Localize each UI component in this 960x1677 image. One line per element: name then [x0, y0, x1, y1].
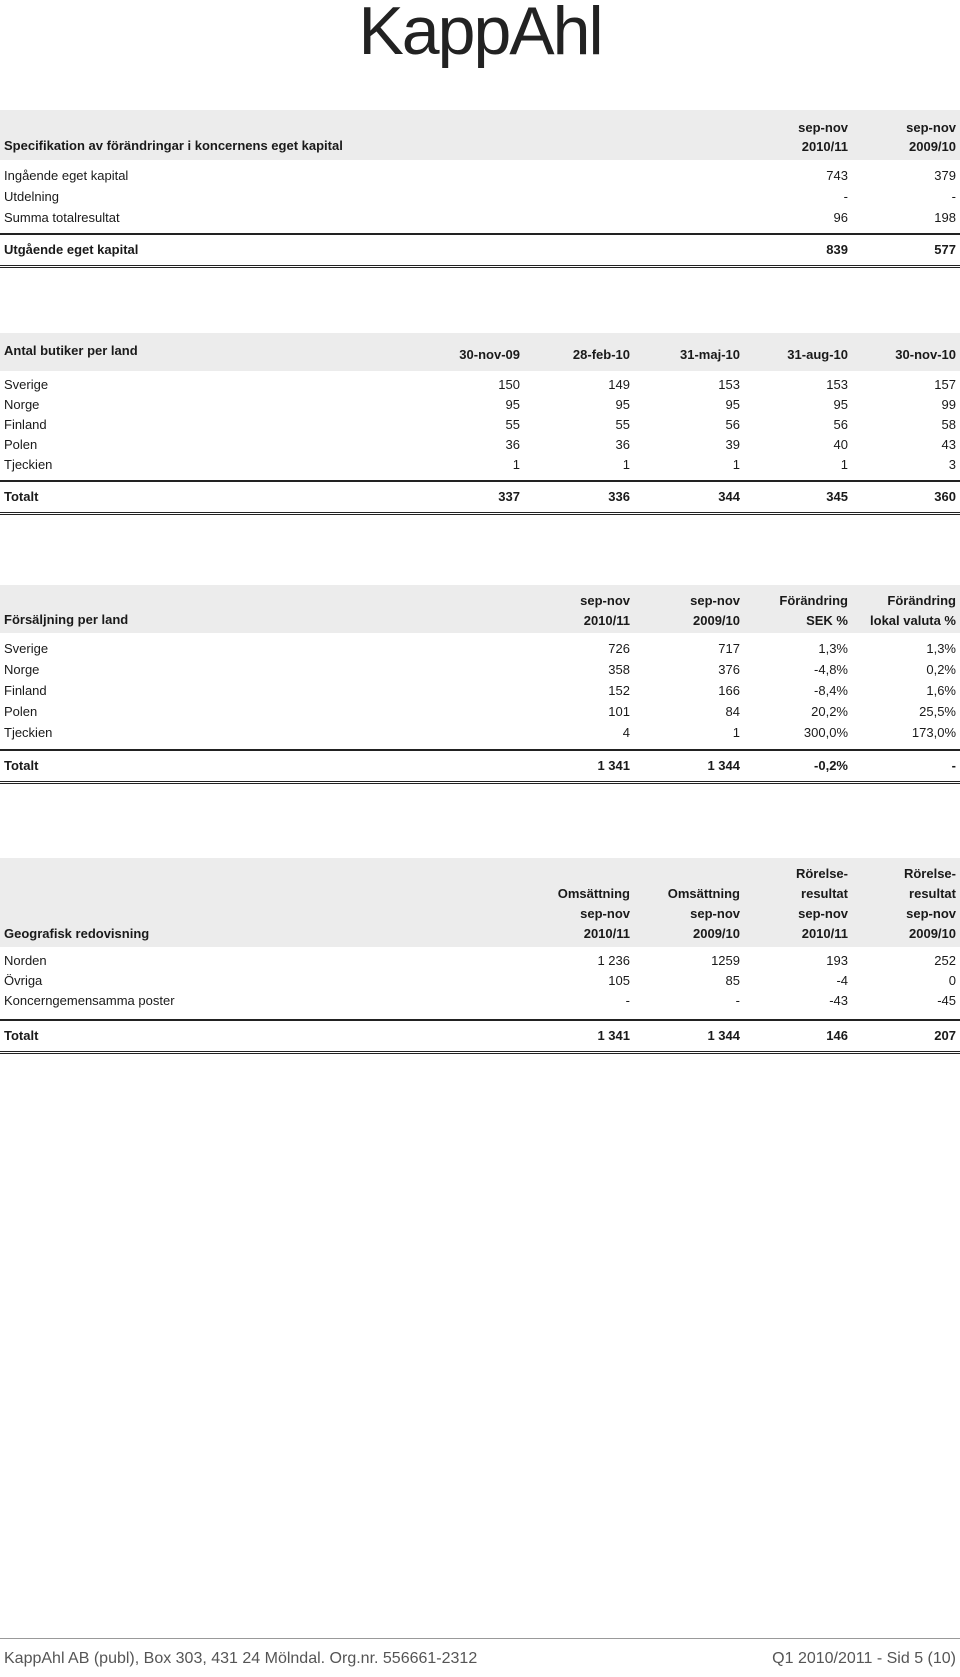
geo-col-header: 2009/10: [693, 926, 740, 941]
geo-col-header: sep-nov: [906, 906, 956, 921]
sales-total-row: [0, 749, 960, 784]
row-value: 43: [941, 437, 956, 452]
equity-table: [0, 110, 960, 268]
geo-col-header: 2010/11: [583, 926, 630, 941]
total-value: 146: [826, 1028, 848, 1043]
total-value: -0,2%: [814, 758, 848, 773]
geo-col-header: resultat: [801, 886, 848, 901]
row-value: 173,0%: [911, 725, 956, 740]
total-value: -: [951, 758, 956, 773]
row-value: -45: [937, 993, 956, 1008]
geo-col-header: resultat: [909, 886, 956, 901]
stores-header: [0, 333, 960, 371]
row-value: 101: [608, 704, 630, 719]
row-label: Summa totalresultat: [4, 210, 120, 225]
stores-title: Antal butiker per land: [4, 343, 138, 358]
table-row: [0, 165, 960, 186]
geo-col-header: Rörelse-: [903, 866, 956, 881]
row-value: -: [951, 189, 956, 204]
row-label: Norge: [4, 397, 40, 412]
row-label: Polen: [4, 704, 38, 719]
row-value: 743: [826, 168, 848, 183]
row-value: 36: [615, 437, 630, 452]
table-row: [0, 455, 960, 475]
equity-col1-line2: 2010/11: [801, 139, 848, 154]
row-value: 84: [725, 704, 740, 719]
sales-col-header: Förändring: [779, 593, 848, 608]
row-value: 85: [725, 973, 740, 988]
table-row: [0, 722, 960, 743]
row-value: 56: [833, 417, 848, 432]
row-value: 4: [622, 725, 630, 740]
row-value: 150: [498, 377, 520, 392]
geo-col-header: Rörelse-: [795, 866, 848, 881]
total-value: 345: [826, 489, 848, 504]
row-value: 1,3%: [926, 641, 956, 656]
geo-col-header: Omsättning: [557, 886, 630, 901]
sales-table: [0, 585, 960, 784]
row-label: Norge: [4, 662, 40, 677]
stores-col-header: 31-aug-10: [787, 347, 848, 362]
row-value: 300,0%: [803, 725, 848, 740]
row-value: 1259: [711, 953, 740, 968]
total-value: 839: [826, 242, 848, 257]
total-value: 1 341: [597, 758, 630, 773]
table-row: [0, 207, 960, 228]
stores-table: [0, 333, 960, 515]
row-value: 25,5%: [919, 704, 956, 719]
total-value: 1 341: [597, 1028, 630, 1043]
total-value: 1 344: [707, 758, 740, 773]
row-label: Finland: [4, 683, 47, 698]
row-value: 0,2%: [926, 662, 956, 677]
total-label: Totalt: [4, 758, 39, 773]
row-value: 1: [732, 457, 740, 472]
row-value: 58: [941, 417, 956, 432]
table-row: [0, 680, 960, 701]
total-value: 577: [934, 242, 956, 257]
row-value: -4,8%: [814, 662, 848, 677]
geo-col-header: sep-nov: [690, 906, 740, 921]
geo-title: Geografisk redovisning: [4, 926, 150, 941]
row-value: 1: [732, 725, 740, 740]
stores-total-row: [0, 480, 960, 515]
row-value: 358: [608, 662, 630, 677]
sales-header: [0, 585, 960, 633]
stores-col-header: 31-maj-10: [680, 347, 740, 362]
total-value: 207: [934, 1028, 956, 1043]
row-value: 726: [608, 641, 630, 656]
kappahl-logo: KappAhl: [358, 0, 602, 69]
sales-col-header: sep-nov: [690, 593, 740, 608]
equity-col2-line2: 2009/10: [909, 139, 956, 154]
row-value: 153: [718, 377, 740, 392]
row-value: 379: [934, 168, 956, 183]
row-value: 1,3%: [818, 641, 848, 656]
geo-col-header: 2009/10: [909, 926, 956, 941]
row-value: 1: [622, 457, 630, 472]
row-label: Sverige: [4, 641, 49, 656]
stores-col-header: 30-nov-10: [895, 347, 956, 362]
geo-col-header: sep-nov: [798, 906, 848, 921]
total-value: 344: [718, 489, 740, 504]
row-value: 105: [608, 973, 630, 988]
row-value: -: [843, 189, 848, 204]
row-value: 99: [941, 397, 956, 412]
row-value: -: [735, 993, 740, 1008]
row-value: -4: [836, 973, 848, 988]
geo-header: [0, 858, 960, 947]
geo-col-header: 2010/11: [801, 926, 848, 941]
row-value: 157: [934, 377, 956, 392]
footer-page-number: Q1 2010/2011 - Sid 5 (10): [772, 1650, 956, 1667]
row-value: 55: [505, 417, 520, 432]
row-label: Övriga: [4, 973, 43, 988]
row-value: 153: [826, 377, 848, 392]
table-row: [0, 659, 960, 680]
row-value: 193: [826, 953, 848, 968]
sales-col-header: 2010/11: [583, 613, 630, 628]
row-value: 39: [725, 437, 740, 452]
row-value: 152: [608, 683, 630, 698]
equity-title: Specifikation av förändringar i koncernens eget kapital: [4, 138, 343, 153]
sales-col-header: SEK %: [806, 613, 848, 628]
table-row: [0, 951, 960, 971]
row-value: 252: [934, 953, 956, 968]
row-value: 95: [505, 397, 520, 412]
sales-col-header: 2009/10: [693, 613, 740, 628]
row-value: 1 236: [597, 953, 630, 968]
table-row: [0, 991, 960, 1011]
row-value: 1: [512, 457, 520, 472]
table-row: [0, 638, 960, 659]
table-row: [0, 971, 960, 991]
row-value: 717: [718, 641, 740, 656]
row-label: Polen: [4, 437, 38, 452]
row-value: 1: [840, 457, 848, 472]
sales-title: Försäljning per land: [4, 612, 129, 627]
table-row: [0, 375, 960, 395]
total-label: Utgående eget kapital: [4, 242, 139, 257]
total-value: 336: [608, 489, 630, 504]
total-value: 360: [934, 489, 956, 504]
equity-col1-line1: sep-nov: [798, 120, 848, 135]
equity-col2-line1: sep-nov: [906, 120, 956, 135]
table-row: [0, 186, 960, 207]
row-value: 166: [718, 683, 740, 698]
table-row: [0, 415, 960, 435]
row-value: 55: [615, 417, 630, 432]
footer-divider: [0, 1638, 960, 1639]
equity-header: [0, 110, 960, 160]
row-label: Tjeckien: [4, 725, 53, 740]
row-value: 56: [725, 417, 740, 432]
table-row: [0, 395, 960, 415]
row-label: Ingående eget kapital: [4, 168, 129, 183]
row-value: 36: [505, 437, 520, 452]
row-value: 95: [615, 397, 630, 412]
row-label: Finland: [4, 417, 47, 432]
equity-total-row: [0, 233, 960, 268]
sales-col-header: Förändring: [887, 593, 956, 608]
sales-col-header: lokal valuta %: [870, 613, 956, 628]
geo-col-header: sep-nov: [580, 906, 630, 921]
total-value: 1 344: [707, 1028, 740, 1043]
stores-col-header: 30-nov-09: [459, 347, 520, 362]
row-value: 20,2%: [811, 704, 848, 719]
row-value: 0: [948, 973, 956, 988]
row-label: Norden: [4, 953, 47, 968]
row-value: 1,6%: [926, 683, 956, 698]
row-value: 96: [833, 210, 848, 225]
row-value: -8,4%: [814, 683, 848, 698]
row-label: Koncerngemensamma poster: [4, 993, 175, 1008]
row-value: 376: [718, 662, 740, 677]
total-label: Totalt: [4, 489, 39, 504]
row-value: 198: [934, 210, 956, 225]
stores-col-header: 28-feb-10: [572, 347, 630, 362]
row-value: 95: [725, 397, 740, 412]
table-row: [0, 701, 960, 722]
row-label: Tjeckien: [4, 457, 53, 472]
row-label: Sverige: [4, 377, 49, 392]
row-value: 3: [948, 457, 956, 472]
row-value: 149: [608, 377, 630, 392]
row-value: 95: [833, 397, 848, 412]
total-label: Totalt: [4, 1028, 39, 1043]
footer-address: KappAhl AB (publ), Box 303, 431 24 Mölndal. Org.nr. 556661-2312: [4, 1650, 478, 1667]
row-value: -43: [829, 993, 848, 1008]
geo-total-row: [0, 1019, 960, 1054]
row-value: -: [625, 993, 630, 1008]
total-value: 337: [498, 489, 520, 504]
table-row: [0, 435, 960, 455]
sales-col-header: sep-nov: [580, 593, 630, 608]
row-value: 40: [833, 437, 848, 452]
row-label: Utdelning: [4, 189, 59, 204]
geo-table: [0, 858, 960, 1054]
geo-col-header: Omsättning: [667, 886, 740, 901]
